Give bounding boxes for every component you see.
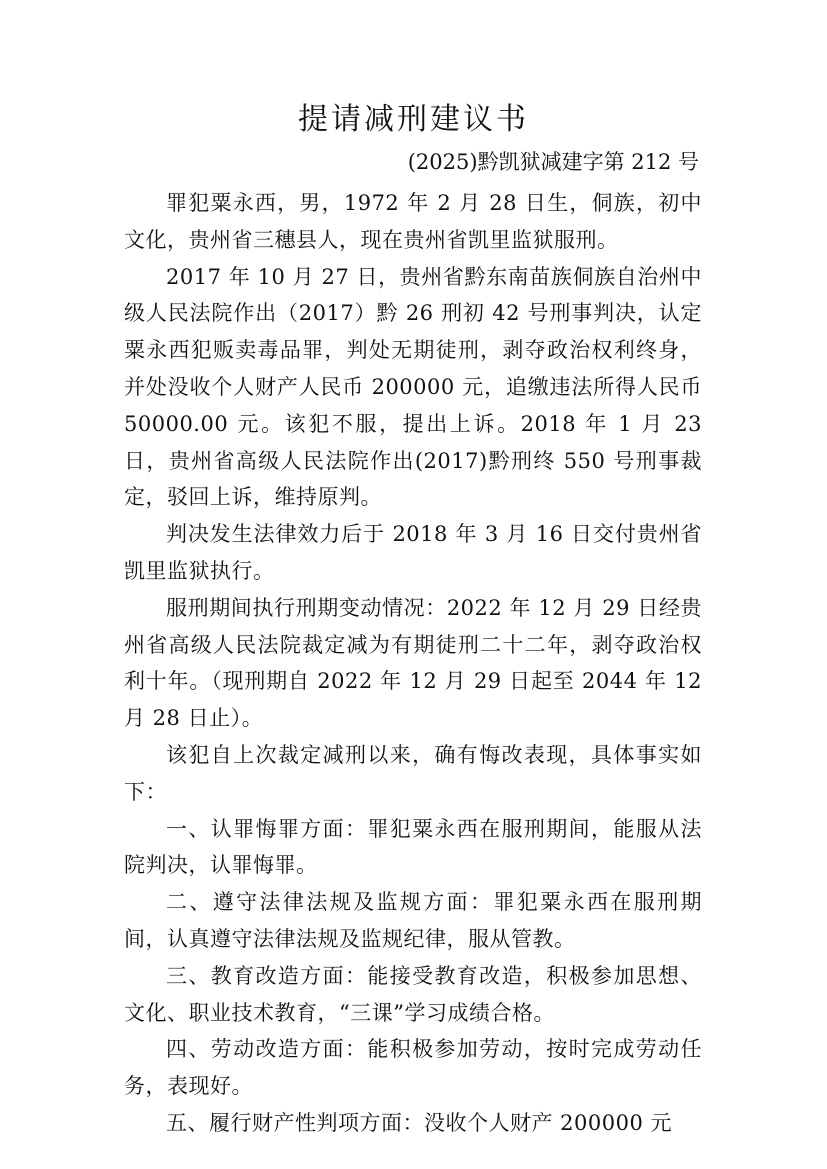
paragraph-item-5: 五、履行财产性判项方面：没收个人财产 200000 元 <box>166 1110 673 1135</box>
paragraph-original-judgment: 2017 年 10 月 27 日，贵州省黔东南苗族侗族自治州中级人民法院作出（2017）黔 26 刑初 42 号刑事判决，认定粟永西犯贩卖毒品罪，判处无期徒刑，剥夺政治权利终身，并处没收个人财产人民币 200000 元，追缴违法所得人民币 50000.00 元。该犯不服，提出上诉。2018 年 1 月 23 日，贵州省高级人民法院作出(2017)黔刑终 550 号刑事裁定，驳回上诉，维持原判。 <box>124 264 702 510</box>
document-title: 提请减刑建议书 <box>298 102 529 137</box>
paragraph-item-2: 二、遵守法律法规及监规方面：罪犯粟永西在服刑期间，认真遵守法律法规及监规纪律，服从管教。 <box>124 890 702 951</box>
paragraph-criminal-info: 罪犯粟永西，男，1972 年 2 月 28 日生，侗族，初中文化，贵州省三穗县人，现在贵州省凯里监狱服刑。 <box>124 191 702 252</box>
document-number: (2025)黔凯狱减建字第 212 号 <box>407 150 699 174</box>
paragraph-item-3: 三、教育改造方面：能接受教育改造，积极参加思想、文化、职业技术教育，“三课”学习成绩合格。 <box>124 963 702 1025</box>
paragraph-item-4: 四、劳动改造方面：能积极参加劳动，按时完成劳动任务，表现好。 <box>124 1037 702 1099</box>
paragraph-sentence-changes: 服刑期间执行刑期变动情况：2022 年 12 月 29 日经贵州省高级人民法院裁定减为有期徒刑二十二年，剥夺政治权利十年。（现刑期自 2022 年 12 月 29 日起至 2044 年 12 月 28 日止）。 <box>124 595 702 731</box>
document-body <box>124 185 702 1142</box>
paragraph-execution: 判决发生法律效力后于 2018 年 3 月 16 日交付贵州省凯里监狱执行。 <box>124 522 702 583</box>
paragraph-repentance-intro: 该犯自上次裁定减刑以来，确有悔改表现，具体事实如下： <box>124 742 702 804</box>
paragraph-item-1: 一、认罪悔罪方面：罪犯粟永西在服刑期间，能服从法院判决，认罪悔罪。 <box>124 816 702 878</box>
